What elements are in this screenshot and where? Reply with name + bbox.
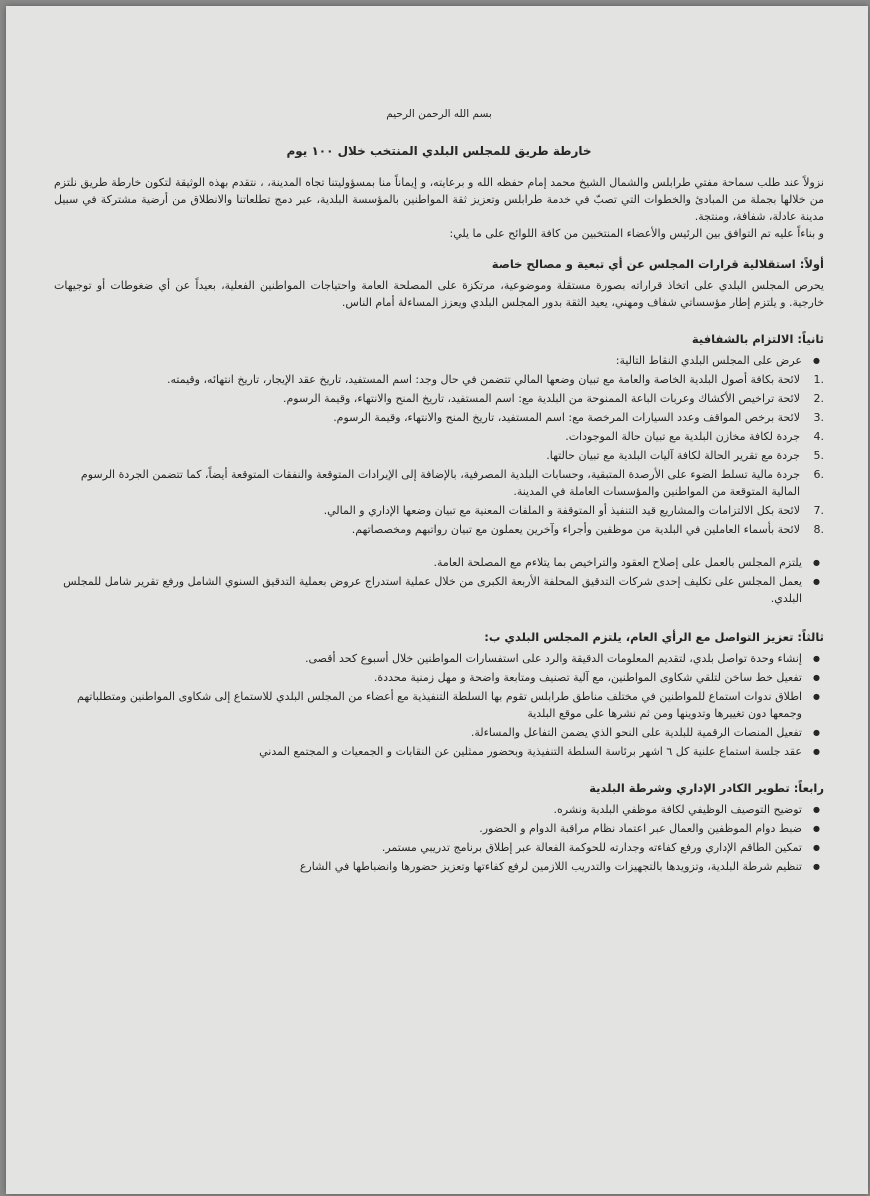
item-text: لائحة تراخيص الأكشاك وعربات الباعة الممنوحة من البلدية مع: اسم المستفيد، تاريخ المنح والانتهاء، وقيمة الرسوم. [282, 392, 800, 405]
section-administration [54, 780, 824, 875]
bullet-list [54, 352, 824, 369]
item-number: 3. [813, 411, 824, 424]
list-item: ● يلتزم المجلس بالعمل على إصلاح العقود والتراخيص بما يتلاءم مع المصلحة العامة. [54, 554, 802, 571]
list-item [54, 466, 824, 500]
list-item: ● تمكين الطاقم الإداري ورفع كفاءته وجدارته للحوكمة الفعالة عبر إطلاق برنامج تدريبي مستمر. [54, 839, 802, 856]
item-number: 7. [813, 504, 824, 517]
item-number: 8. [813, 523, 824, 536]
bullet-list [54, 801, 824, 875]
section-heading: رابعاً: تطوير الكادر الإداري وشرطة البلدية [589, 781, 824, 795]
item-text: لائحة بكل الالتزامات والمشاريع قيد التنفيذ أو المتوقفة و الملفات المعنية مع تبيان وضعها الإداري و المالي. [323, 504, 800, 517]
list-item: ● عرض على المجلس البلدي النقاط التالية: [54, 352, 802, 369]
list-item: ● تفعيل خط ساخن لتلقي شكاوى المواطنين، مع آلية تصنيف ومتابعة واضحة و مهل زمنية محددة. [54, 669, 802, 686]
numbered-list [54, 371, 824, 538]
list-item [54, 371, 824, 388]
intro [54, 174, 824, 242]
section-paragraph: يحرص المجلس البلدي على اتخاذ قراراته بصورة مستقلة وموضوعية، مرتكزة على المصلحة العامة واحتياجات المواطنين الفعلية، بعيداً عن أي ضغوطات أو توجيهات خارجية. و يلتزم إطار مؤسساتي شفاف ومهني، يعيد الثقة بدور المجلس البلدي ويعزز المساءلة أمام الناس. [54, 279, 824, 309]
list-item: ● ضبط دوام الموظفين والعمال عبر اعتماد نظام مراقبة الدوام و الحضور. [54, 820, 802, 837]
intro-paragraph: و بناءاً عليه تم التوافق بين الرئيس والأعضاء المنتخبين من كافة اللوائح على ما يلي: [449, 227, 824, 240]
item-text: لائحة بأسماء العاملين في البلدية من موظفين وأجراء وآخرين يعملون مع تبيان رواتبهم ومخصصاتهم. [351, 523, 800, 536]
list-item: ● عقد جلسة استماع علنية كل ٦ اشهر برئاسة السلطة التنفيذية وبحضور ممثلين عن النقابات و الجمعيات و المجتمع المدني [54, 743, 802, 760]
section-heading: ثالثاً: تعزيز التواصل مع الرأي العام، يلتزم المجلس البلدي ب: [484, 630, 824, 644]
list-item: ● اطلاق ندوات استماع للمواطنين في مختلف مناطق طرابلس تقوم بها السلطة التنفيذية مع أعضاء من المجلس البلدي للاستماع إلى شكاوى المواطنين ومتطلباتهم وجمعها دون تغييرها وتدوينها ومن ثم نشرها على موقع البلدية [54, 688, 802, 722]
list-item: ● توضيح التوصيف الوظيفي لكافة موظفي البلدية ونشره. [54, 801, 802, 818]
document-title: خارطة طريق للمجلس البلدي المنتخب خلال ١٠٠ يوم [286, 144, 592, 158]
section-communication [54, 629, 824, 760]
list-item: ● تنظيم شرطة البلدية، وتزويدها بالتجهيزات والتدريب اللازمين لرفع كفاءتها وتعزيز حضورها وانضباطها في الشارع [54, 858, 802, 875]
section-independence [54, 256, 824, 311]
bullet-list [54, 554, 824, 607]
list-item [54, 447, 824, 464]
list-item: ● يعمل المجلس على تكليف إحدى شركات التدقيق المحلفة الأربعة الكبرى من خلال عملية استدراج عروض بعملية التدقيق السنوي الشامل ورفع تقرير شامل للمجلس البلدي. [54, 573, 802, 607]
list-item [54, 521, 824, 538]
list-item [54, 502, 824, 519]
bullet-list [54, 650, 824, 760]
list-item [54, 390, 824, 407]
intro-paragraph: نزولاً عند طلب سماحة مفتي طرابلس والشمال الشيخ محمد إمام حفظه الله و برعايته، و إيماناً منا بمسؤوليتنا تجاه المدينة، ، نتقدم بهذه الوثيقة لتكون خارطة طريق نلتزم من خلالها بجملة من المبادئ والخطوات التي تصبّ في خدمة طرابلس وتعزيز ثقة المواطنين بالمؤسسة البلدية، عبر دمج تطلعاتنا والانطلاق من أرضية مشتركة في سبيل مدينة عادلة، شفافة، ومنتجة. [54, 176, 824, 223]
section-heading: أولاً: استقلالية قرارات المجلس عن أي تبعية و مصالح خاصة [491, 257, 824, 271]
document-body [54, 106, 824, 877]
item-text: لائحة برخص المواقف وعدد السيارات المرخصة مع: اسم المستفيد، تاريخ المنح والانتهاء، وقيمة الرسوم. [333, 411, 800, 424]
list-item: ● إنشاء وحدة تواصل بلدي، لتقديم المعلومات الدقيقة والرد على استفسارات المواطنين خلال أسبوع كحد أقصى. [54, 650, 802, 667]
item-text: لائحة بكافة أصول البلدية الخاصة والعامة مع تبيان وضعها المالي تتضمن في حال وجد: اسم المستفيد، تاريخ عقد الإيجار، تاريخ انتهائه، وقيمته. [167, 373, 800, 386]
item-number: 1. [813, 373, 824, 386]
list-item [54, 428, 824, 445]
item-number: 5. [813, 449, 824, 462]
basmala: بسم الله الرحمن الرحيم [386, 108, 492, 120]
list-item [54, 409, 824, 426]
item-text: جردة مع تقرير الحالة لكافة آليات البلدية مع تبيان حالتها. [546, 449, 800, 462]
item-number: 6. [813, 468, 824, 481]
item-text: جردة مالية تسلط الضوء على الأرصدة المتبقية، وحسابات البلدية المصرفية، بالإضافة إلى الإيرادات المتوقعة والنفقات المتوقعة أيضاً، كما تتضمن الجردة الرسوم المالية المتوقعة من المواطنين والمؤسسات العاملة في المدينة. [80, 468, 800, 498]
item-text: جردة لكافة مخازن البلدية مع تبيان حالة الموجودات. [565, 430, 800, 443]
item-number: 4. [813, 430, 824, 443]
list-item: ● تفعيل المنصات الرقمية للبلدية على النحو الذي يضمن التفاعل والمساءلة. [54, 724, 802, 741]
section-transparency [54, 331, 824, 607]
item-number: 2. [813, 392, 824, 405]
scanned-page [6, 6, 868, 1194]
section-heading: ثانياً: الالتزام بالشفافية [691, 332, 824, 346]
